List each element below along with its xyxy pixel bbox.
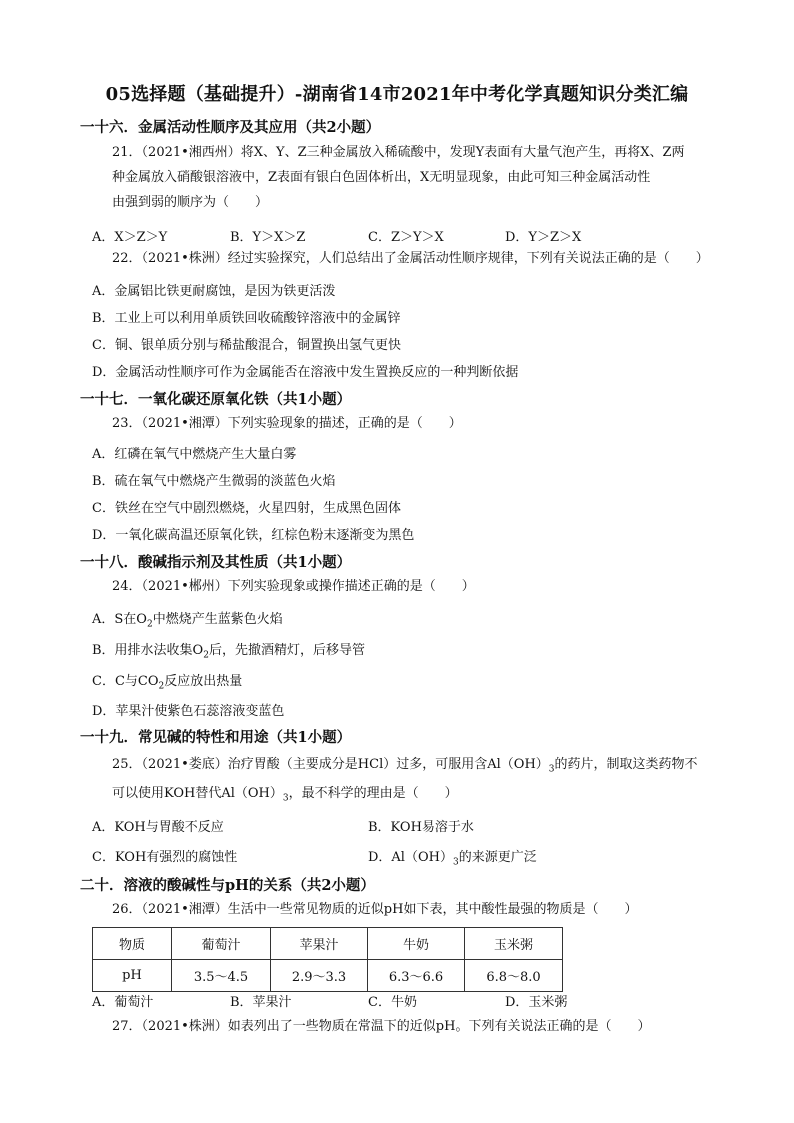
section-heading-16: 一十六．金属活动性顺序及其应用（共2小题） <box>80 119 381 136</box>
question-25-line2: 可以使用KOH替代$Al(OH)_3$，最不科学的理由是（ ） <box>112 786 458 804</box>
section-heading-20: 二十．溶液的酸碱性与pH的关系（共2小题） <box>80 877 375 894</box>
question-24-option-c: C．C与$CO_2$反应放出热量 <box>92 674 243 692</box>
question-21-line2: 种金属放入硝酸银溶液中，Z表面有银白色固体析出，X无明显现象，由此可知三种金属活动性 <box>112 170 651 185</box>
question-24-option-b: B．用排水法收集$O_2$后，先撤酒精灯，后移导管 <box>92 643 365 661</box>
section-heading-19: 一十九．常见碱的特性和用途（共1小题） <box>80 729 352 746</box>
table-cell: pH <box>93 960 172 992</box>
question-23-option-d: D．一氧化碳高温还原氧化铁，红棕色粉末逐渐变为黑色 <box>92 528 415 543</box>
section-heading-17: 一十七．一氧化碳还原氧化铁（共1小题） <box>80 391 352 408</box>
table-cell: 葡萄汁 <box>172 928 271 960</box>
question-21-option-d: D．Y＞Z＞X <box>505 230 582 245</box>
table-header-row <box>93 928 563 960</box>
table-cell: 牛奶 <box>368 928 465 960</box>
question-22-stem: 22．（2021•株洲）经过实验探究，人们总结出了金属活动性顺序规律，下列有关说法正确的是（ ） <box>112 251 709 266</box>
question-24-stem: 24．（2021•郴州）下列实验现象或操作描述正确的是（ ） <box>112 579 475 594</box>
question-25-line1: 25．（2021•娄底）治疗胃酸（主要成分是HCl）过多，可服用含$Al(OH)_3$的药片，制取这类药物不 <box>112 757 698 775</box>
question-26-option-c: C．牛奶 <box>368 995 417 1010</box>
question-23-option-b: B．硫在氧气中燃烧产生微弱的淡蓝色火焰 <box>92 474 336 489</box>
question-23-option-c: C．铁丝在空气中剧烈燃烧，火星四射，生成黑色固体 <box>92 501 401 516</box>
table-cell: 苹果汁 <box>271 928 368 960</box>
table-row <box>93 960 563 992</box>
table-cell: 物质 <box>93 928 172 960</box>
question-25-option-c: C．KOH有强烈的腐蚀性 <box>92 850 238 865</box>
question-26-stem: 26．（2021•湘潭）生活中一些常见物质的近似pH如下表，其中酸性最强的物质是（ ） <box>112 902 638 917</box>
page-title: 05选择题（基础提升）-湖南省14市2021年中考化学真题知识分类汇编 <box>105 84 689 105</box>
question-26-option-d: D．玉米粥 <box>505 995 568 1010</box>
question-21-option-b: B．Y＞X＞Z <box>230 230 306 245</box>
question-22-option-c: C．铜、银单质分别与稀盐酸混合，铜置换出氢气更快 <box>92 338 401 353</box>
table-cell: 2.9～3.3 <box>271 960 368 992</box>
table-cell: 3.5～4.5 <box>172 960 271 992</box>
section-heading-18: 一十八．酸碱指示剂及其性质（共1小题） <box>80 554 352 571</box>
question-21-option-a: A．X＞Z＞Y <box>92 230 168 245</box>
question-25-option-d: D．$Al(OH)_3$的来源更广泛 <box>368 850 537 868</box>
question-21-line1: 21．（2021•湘西州）将X、Y、Z三种金属放入稀硫酸中，发现Y表面有大量气泡产生，再将X、Z两 <box>112 145 685 160</box>
question-26-option-a: A．葡萄汁 <box>92 995 154 1010</box>
table-cell: 玉米粥 <box>465 928 563 960</box>
table-cell: 6.3～6.6 <box>368 960 465 992</box>
question-26-option-b: B．苹果汁 <box>230 995 292 1010</box>
question-22-option-b: B．工业上可以利用单质铁回收硫酸锌溶液中的金属锌 <box>92 311 401 326</box>
table-cell: 6.8～8.0 <box>465 960 563 992</box>
question-21-option-c: C．Z＞Y＞X <box>368 230 444 245</box>
question-22-option-d: D．金属活动性顺序可作为金属能否在溶液中发生置换反应的一种判断依据 <box>92 365 519 380</box>
question-21-line3: 由强到弱的顺序为（ ） <box>112 195 269 210</box>
ph-table <box>92 927 563 992</box>
question-23-stem: 23．（2021•湘潭）下列实验现象的描述，正确的是（ ） <box>112 416 462 431</box>
question-23-option-a: A．红磷在氧气中燃烧产生大量白雾 <box>92 447 297 462</box>
question-22-option-a: A．金属铝比铁更耐腐蚀，是因为铁更活泼 <box>92 284 336 299</box>
question-27-stem: 27．（2021•株洲）如表列出了一些物质在常温下的近似pH。下列有关说法正确的是（ ） <box>112 1019 651 1034</box>
question-24-option-a: A．S在$O_2$中燃烧产生蓝紫色火焰 <box>92 612 283 630</box>
question-25-option-a: A．KOH与胃酸不反应 <box>92 820 224 835</box>
question-24-option-d: D．苹果汁使紫色石蕊溶液变蓝色 <box>92 704 285 719</box>
question-25-option-b: B．KOH易溶于水 <box>368 820 474 835</box>
